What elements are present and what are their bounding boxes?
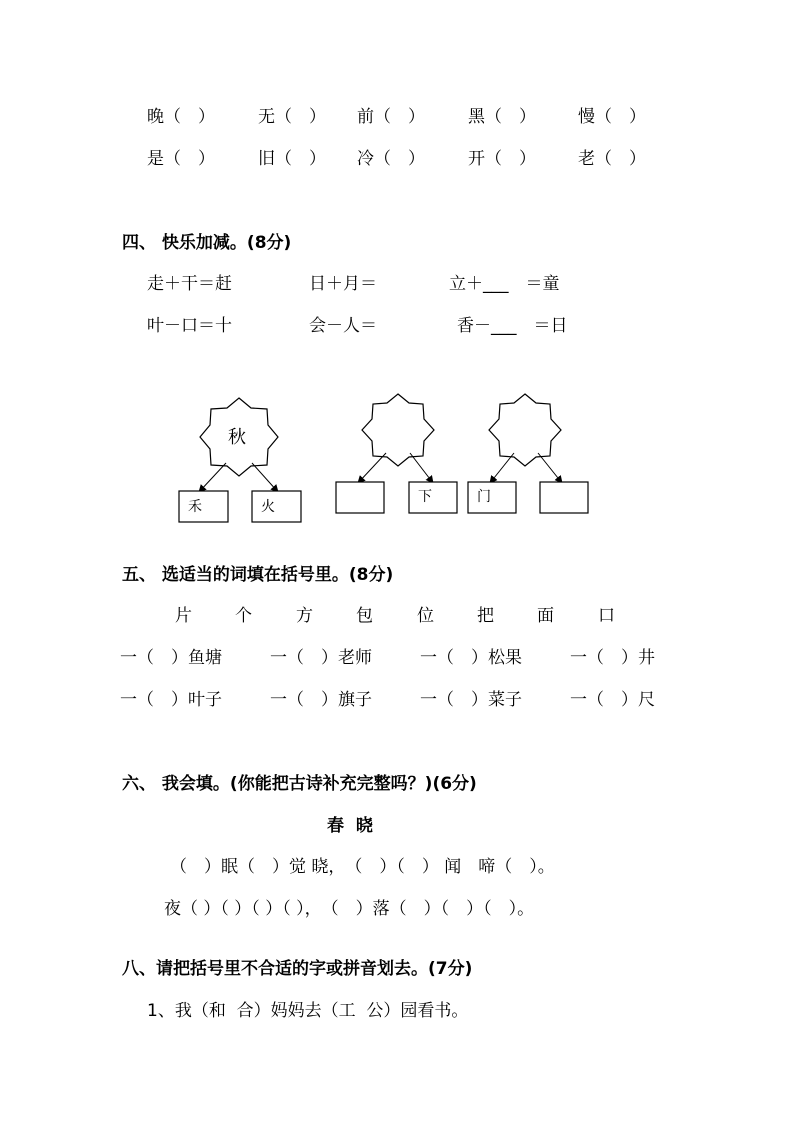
box-label: 火 [261,499,275,515]
fill-item: 一（ ）旗子 [270,690,372,710]
arrow [252,463,278,492]
word-bank-item: 个 [235,606,252,626]
box-label: 禾 [188,499,202,515]
word-bank-item: 面 [537,606,554,626]
poem-line-1: （ ）眠（ ）觉 晓， （ ）（ ） 闻 啼（ ）。 [170,857,555,877]
fill-item: 一（ ）老师 [270,648,372,668]
box-label: 门 [477,489,491,505]
fill-item: 一（ ）菜子 [420,690,522,710]
section-5-heading: 五、 选适当的词填在括号里。(8分) [122,565,394,585]
arrow [410,453,433,483]
answer-box [179,491,228,522]
antonym-cell: 开（ ） [468,149,536,169]
equation: 叶－口＝十 [147,316,232,336]
answer-box [409,482,457,513]
question-item: 1、我（和 合）妈妈去（工 公）园看书。 [147,1001,469,1021]
fill-item: 一（ ）松果 [420,648,522,668]
word-bank-item: 片 [175,606,192,626]
arrow [490,453,514,483]
section-8-heading: 八、请把括号里不合适的字或拼音划去。(7分) [122,959,473,979]
star-character: 秋 [228,427,246,448]
arrow [358,453,386,483]
equation: 日＋月＝ [309,274,377,294]
equation: 会－人＝ [309,316,377,336]
star-shape [362,394,434,466]
equation: 立＋___ ＝童 [449,274,560,294]
answer-box [468,482,516,513]
fill-item: 一（ ）鱼塘 [120,648,222,668]
word-bank-item: 把 [477,606,494,626]
arrow [199,463,226,492]
section-4-heading: 四、 快乐加减。(8分) [122,233,292,253]
antonym-cell: 前（ ） [357,107,425,127]
character-split-diagram [0,0,794,560]
section-6-heading: 六、 我会填。(你能把古诗补充完整吗？)(6分) [122,774,477,794]
box-label: 下 [418,489,432,505]
poem-title: 春 晓 [327,816,373,836]
antonym-cell: 冷（ ） [357,149,425,169]
equation: 香－___ ＝日 [457,316,568,336]
answer-box [540,482,588,513]
poem-line-2: 夜（ ）（ ）（ ）（ ）， （ ）落（ ）（ ）（ ）。 [164,899,535,919]
word-bank-item: 方 [296,606,313,626]
answer-box [252,491,301,522]
fill-item: 一（ ）尺 [570,690,655,710]
antonym-cell: 无（ ） [258,107,326,127]
antonym-cell: 慢（ ） [578,107,646,127]
fill-item: 一（ ）叶子 [120,690,222,710]
equation: 走＋干＝赶 [147,274,232,294]
word-bank-item: 位 [417,606,434,626]
answer-box [336,482,384,513]
antonym-cell: 黑（ ） [468,107,536,127]
fill-item: 一（ ）井 [570,648,655,668]
antonym-cell: 晚（ ） [147,107,215,127]
word-bank-item: 口 [598,606,615,626]
word-bank-item: 包 [356,606,373,626]
antonym-cell: 老（ ） [578,149,646,169]
antonym-cell: 旧（ ） [258,149,326,169]
arrow [538,453,562,483]
antonym-cell: 是（ ） [147,149,215,169]
star-shape [489,394,561,466]
